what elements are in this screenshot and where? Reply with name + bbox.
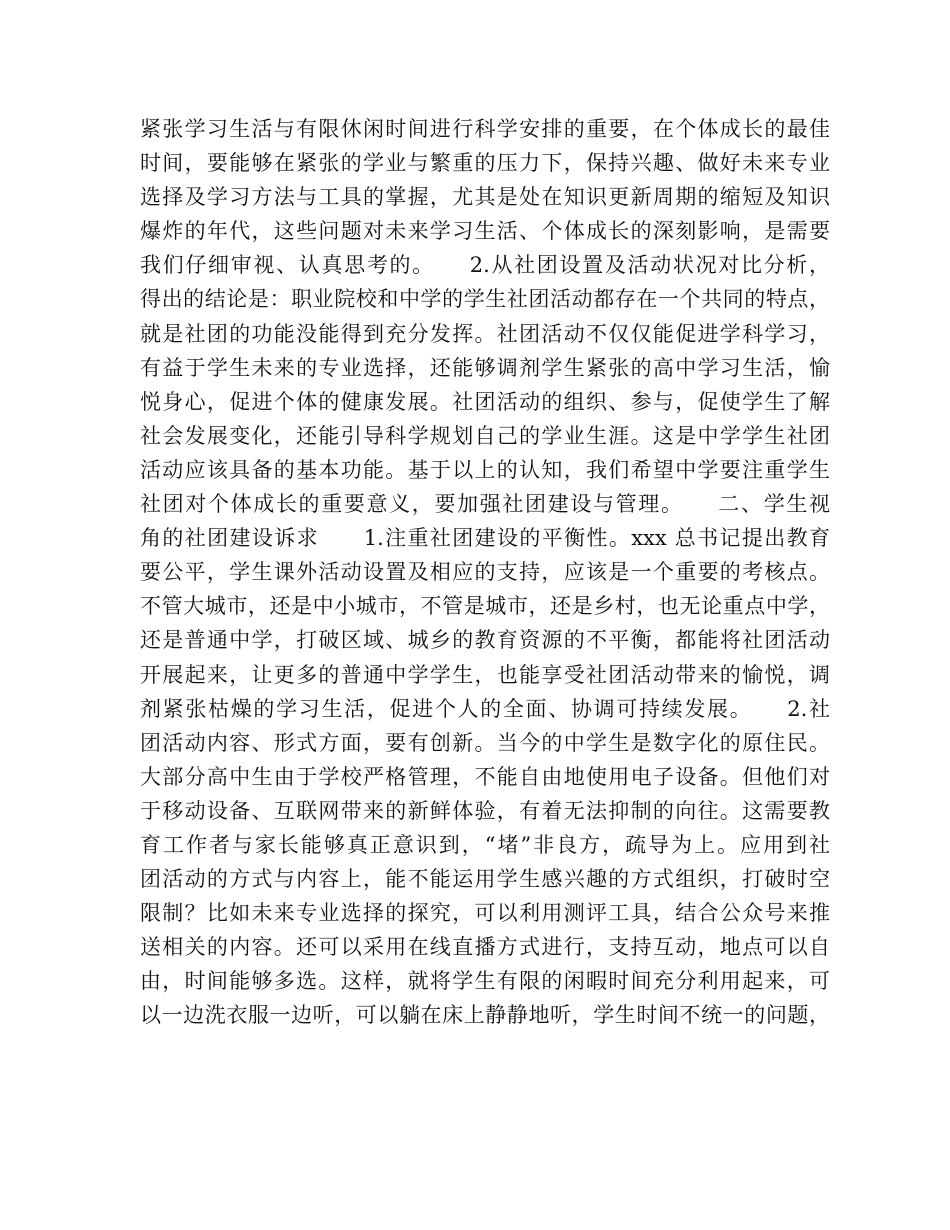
text-line: 限制？比如未来专业选择的探究，可以利用测评工具，结合公众号来推 <box>140 901 830 926</box>
text-line: 有益于学生未来的专业选择，还能够调剂学生紧张的高中学习生活，愉 <box>140 355 830 380</box>
text-line: 剂紧张枯燥的学习生活，促进个人的全面、协调可持续发展。 2.社 <box>140 696 830 721</box>
text-line: 团活动内容、形式方面，要有创新。当今的中学生是数字化的原住民。 <box>140 730 830 755</box>
text-line: 还是普通中学，打破区域、城乡的教育资源的不平衡，都能将社团活动 <box>140 628 830 653</box>
text-line: 就是社团的功能没能得到充分发挥。社团活动不仅仅能促进学科学习， <box>140 321 830 346</box>
text-line: 送相关的内容。还可以采用在线直播方式进行，支持互动，地点可以自 <box>140 935 830 960</box>
text-line: 爆炸的年代，这些问题对未来学习生活、个体成长的深刻影响，是需要 <box>140 219 830 244</box>
text-line: 大部分高中生由于学校严格管理，不能自由地使用电子设备。但他们对 <box>140 764 830 789</box>
text-line: 不管大城市，还是中小城市，不管是城市，还是乡村，也无论重点中学， <box>140 594 830 619</box>
text-line: 活动应该具备的基本功能。基于以上的认知，我们希望中学要注重学生 <box>140 457 830 482</box>
text-line: 由，时间能够多选。这样，就将学生有限的闲暇时间充分利用起来，可 <box>140 969 830 994</box>
text-line: 选择及学习方法与工具的掌握，尤其是处在知识更新周期的缩短及知识 <box>140 185 830 210</box>
text-line: 时间，要能够在紧张的学业与繁重的压力下，保持兴趣、做好未来专业 <box>140 151 830 176</box>
text-line: 育工作者与家长能够真正意识到，“堵”非良方，疏导为上。应用到社 <box>140 832 830 857</box>
text-line: 紧张学习生活与有限休闲时间进行科学安排的重要，在个体成长的最佳 <box>140 117 830 141</box>
text-line: 悦身心，促进个体的健康发展。社团活动的组织、参与，促使学生了解 <box>140 389 830 414</box>
text-line: 社会发展变化，还能引导科学规划自己的学业生涯。这是中学学生社团 <box>140 423 830 448</box>
text-line: 以一边洗衣服一边听，可以躺在床上静静地听，学生时间不统一的问题， <box>140 1003 830 1028</box>
text-line: 开展起来，让更多的普通中学学生，也能享受社团活动带来的愉悦，调 <box>140 662 830 687</box>
text-line: 于移动设备、互联网带来的新鲜体验，有着无法抑制的向往。这需要教 <box>140 798 830 823</box>
text-line: 得出的结论是：职业院校和中学的学生社团活动都存在一个共同的特点， <box>140 287 830 312</box>
text-line: 我们仔细审视、认真思考的。 2.从社团设置及活动状况对比分析， <box>140 253 830 278</box>
body-text <box>140 112 830 1033</box>
text-line: 要公平，学生课外活动设置及相应的支持，应该是一个重要的考核点。 <box>140 560 830 585</box>
text-line: 社团对个体成长的重要意义，要加强社团建设与管理。 二、学生视 <box>140 492 830 517</box>
text-line: 角的社团建设诉求 1.注重社团建设的平衡性。xxx 总书记提出教育 <box>140 526 830 551</box>
text-line: 团活动的方式与内容上，能不能运用学生感兴趣的方式组织，打破时空 <box>140 867 830 892</box>
